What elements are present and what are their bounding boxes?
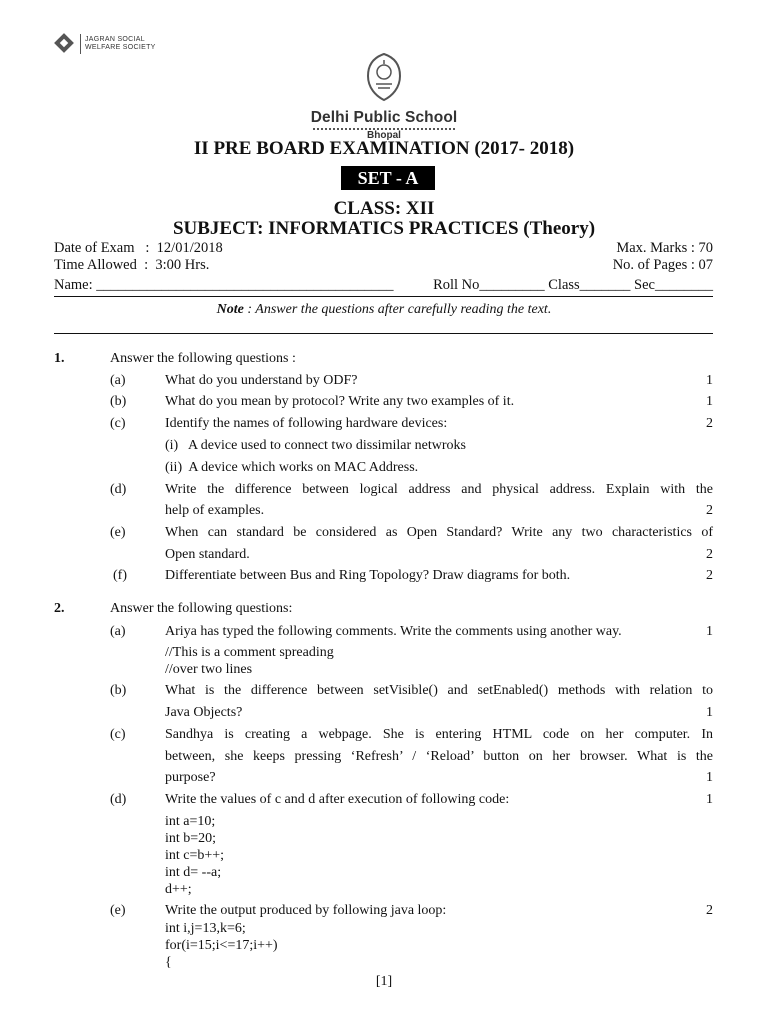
page-number: [1] bbox=[375, 974, 393, 989]
q1-e-text-line1: When can standard be considered as Open Standard? Write any two characteristics of bbox=[165, 525, 713, 540]
society-name-line2: WELFARE SOCIETY bbox=[85, 44, 156, 51]
question-2-heading: Answer the following questions: bbox=[110, 601, 293, 616]
note-text: : Answer the questions after carefully reading the text. bbox=[243, 302, 552, 317]
q1-d-mark: 2 bbox=[706, 503, 713, 518]
q1-d-label: (d) bbox=[110, 482, 127, 497]
q2-b-text-line2: Java Objects? bbox=[165, 705, 243, 720]
q2-b-mark: 1 bbox=[706, 705, 713, 720]
q1-c-text: Identify the names of following hardware devices: bbox=[165, 416, 448, 431]
q2-c-mark: 1 bbox=[706, 770, 713, 785]
q1-a-mark: 1 bbox=[706, 373, 713, 388]
school-crest-icon bbox=[362, 52, 406, 102]
society-name-line1: JAGRAN SOCIAL bbox=[85, 36, 145, 43]
society-diamond-icon bbox=[54, 33, 76, 55]
school-city: Bhopal bbox=[367, 130, 401, 141]
q2-a-label: (a) bbox=[110, 624, 126, 639]
q1-b-mark: 1 bbox=[706, 394, 713, 409]
q2-a-text: Ariya has typed the following comments. Write the comments using another way. bbox=[165, 624, 622, 639]
q2-b-text-line1: What is the difference between setVisible() and setEnabled() methods with relation to bbox=[165, 683, 713, 698]
q1-e-mark: 2 bbox=[706, 547, 713, 562]
q1-f-text: Differentiate between Bus and Ring Topology? Draw diagrams for both. bbox=[165, 568, 571, 583]
q1-c-item-ii: (ii) A device which works on MAC Address. bbox=[165, 460, 419, 475]
q2-a-code-line2: //over two lines bbox=[165, 662, 253, 677]
subject-title: SUBJECT: INFORMATICS PRACTICES (Theory) bbox=[172, 218, 596, 239]
q2-e-code bbox=[165, 920, 278, 971]
set-badge: SET - A bbox=[341, 166, 435, 190]
q2-c-text-line3: purpose? bbox=[165, 770, 216, 785]
code-line: int a=10; bbox=[165, 814, 216, 829]
q1-a-text: What do you understand by ODF? bbox=[165, 373, 358, 388]
q2-c-text-line2: between, she keeps pressing ‘Refresh’ / ‘Reload’ button on her browser. What is the bbox=[165, 749, 713, 764]
exam-title: II PRE BOARD EXAMINATION (2017- 2018) bbox=[193, 138, 575, 159]
note bbox=[0, 302, 768, 318]
question-1-heading: Answer the following questions : bbox=[110, 351, 296, 366]
q1-e-label: (e) bbox=[110, 525, 126, 540]
q2-c-text-line1: Sandhya is creating a webpage. She is entering HTML code on her computer. In bbox=[165, 727, 713, 742]
code-line: int d= --a; bbox=[165, 865, 222, 880]
q2-d-label: (d) bbox=[110, 792, 127, 807]
time-allowed: Time Allowed : 3:00 Hrs. bbox=[54, 257, 210, 273]
q1-a-label: (a) bbox=[110, 373, 126, 388]
q2-c-label: (c) bbox=[110, 727, 126, 742]
max-marks: Max. Marks : 70 bbox=[616, 240, 713, 256]
q2-a-code-line1: //This is a comment spreading bbox=[165, 645, 334, 660]
q1-d-text-line1: Write the difference between logical address and physical address. Explain with the bbox=[165, 482, 713, 497]
q1-c-mark: 2 bbox=[706, 416, 713, 431]
question-2-number: 2. bbox=[54, 601, 65, 616]
question-1-number: 1. bbox=[54, 351, 65, 366]
q2-d-mark: 1 bbox=[706, 792, 713, 807]
q1-d-text-line2: help of examples. bbox=[165, 503, 265, 518]
name-field: Name: _________________________________________ bbox=[54, 277, 394, 293]
q1-f-mark: 2 bbox=[706, 568, 713, 583]
q1-b-text: What do you mean by protocol? Write any two examples of it. bbox=[165, 394, 515, 409]
code-line: d++; bbox=[165, 882, 192, 897]
divider bbox=[54, 333, 713, 334]
q2-e-mark: 2 bbox=[706, 903, 713, 918]
class-title: CLASS: XII bbox=[333, 198, 435, 219]
q1-c-label: (c) bbox=[110, 416, 126, 431]
code-line: int i,j=13,k=6; bbox=[165, 921, 246, 936]
q1-e-text-line2: Open standard. bbox=[165, 547, 250, 562]
page-count: No. of Pages : 07 bbox=[612, 257, 713, 273]
q1-c-item-i: (i) A device used to connect two dissimilar netwroks bbox=[165, 438, 466, 453]
note-label: Note bbox=[216, 302, 244, 317]
q2-e-text: Write the output produced by following java loop: bbox=[165, 903, 447, 918]
q2-b-label: (b) bbox=[110, 683, 127, 698]
exam-date: Date of Exam : 12/01/2018 bbox=[54, 240, 223, 256]
divider bbox=[54, 296, 713, 297]
q2-d-code bbox=[165, 813, 224, 898]
q2-d-text: Write the values of c and d after execution of following code: bbox=[165, 792, 510, 807]
code-line: int b=20; bbox=[165, 831, 217, 846]
code-line: int c=b++; bbox=[165, 848, 225, 863]
q2-e-label: (e) bbox=[110, 903, 126, 918]
q1-f-label: (f) bbox=[113, 568, 127, 583]
q1-b-label: (b) bbox=[110, 394, 127, 409]
code-line: for(i=15;i<=17;i++) bbox=[165, 938, 278, 953]
q2-a-mark: 1 bbox=[706, 624, 713, 639]
school-name: Delhi Public School bbox=[310, 109, 458, 126]
society-logo bbox=[54, 33, 156, 55]
school-logo bbox=[284, 52, 484, 141]
roll-class-section-field: Roll No_________ Class_______ Sec________ bbox=[433, 277, 713, 293]
code-line: { bbox=[165, 955, 172, 970]
